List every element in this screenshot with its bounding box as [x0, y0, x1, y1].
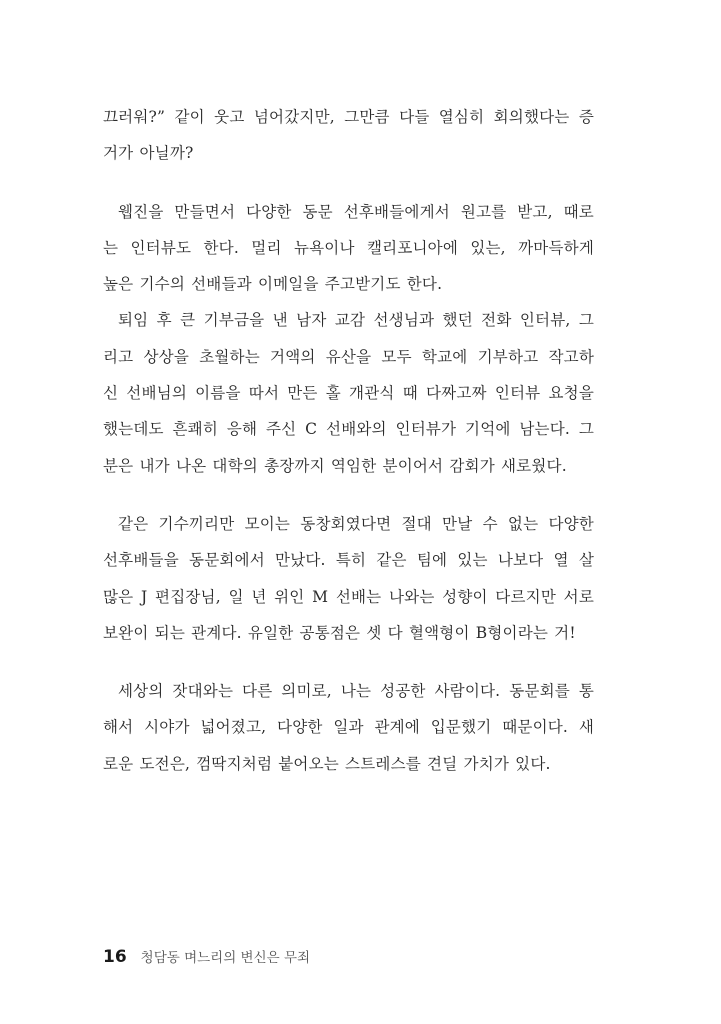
text-line: 같은 기수끼리만 모이는 동창회였다면 절대 만날 수 없는 다양한: [118, 514, 594, 533]
paragraph: [103, 302, 594, 483]
text-line: 퇴임 후 큰 기부금을 낸 남자 교감 선생님과 했던 전화 인터뷰, 그: [118, 311, 594, 330]
text-line: 로운 도전은, 껌딱지처럼 붙어오는 스트레스를 견딜 가치가 있다.: [103, 754, 551, 773]
paragraph: [103, 506, 594, 651]
text-line: 세상의 잣대와는 다른 의미로, 나는 성공한 사람이다. 동문회를 통: [118, 682, 594, 701]
page-number: 16: [103, 947, 127, 967]
paragraph: [103, 99, 594, 172]
text-line: 높은 기수의 선배들과 이메일을 주고받기도 한다.: [103, 275, 443, 294]
running-title: 청담동 며느리의 변신은 무죄: [140, 950, 311, 966]
text-line: 끄러워?” 같이 웃고 넘어갔지만, 그만큼 다들 열심히 회의했다는 증: [103, 108, 594, 126]
text-line: 신 선배님의 이름을 따서 만든 홀 개관식 때 다짜고짜 인터뷰 요청을: [103, 384, 594, 403]
paragraph-gap: [103, 484, 594, 506]
text-line: 해서 시야가 넓어졌고, 다양한 일과 관계에 입문했기 때문이다. 새: [103, 718, 594, 737]
text-line: 선후배들을 동문회에서 만났다. 특히 같은 팀에 있는 나보다 열 살: [103, 551, 594, 570]
text-line: 거가 아닐까?: [103, 144, 194, 163]
paragraph-gap: [103, 172, 594, 194]
text-line: 는 인터뷰도 한다. 멀리 뉴욕이나 캘리포니아에 있는, 까마득하게: [103, 238, 594, 257]
text-line: 리고 상상을 초월하는 거액의 유산을 모두 학교에 기부하고 작고하: [103, 347, 594, 366]
paragraph: [103, 673, 594, 782]
text-line: 웹진을 만들면서 다양한 동문 선후배들에게서 원고를 받고, 때로: [118, 202, 594, 221]
paragraph: [103, 194, 594, 303]
text-line: 보완이 되는 관계다. 유일한 공통점은 셋 다 혈액형이 B형이라는 거!: [103, 623, 576, 642]
page-footer: [103, 946, 310, 967]
paragraph-gap: [103, 651, 594, 673]
text-line: 분은 내가 나온 대학의 총장까지 역임한 분이어서 감회가 새로웠다.: [103, 456, 567, 475]
body-text: [103, 99, 594, 782]
text-line: 많은 J 편집장님, 일 년 위인 M 선배는 나와는 성향이 다르지만 서로: [103, 587, 594, 606]
text-line: 했는데도 흔쾌히 응해 주신 C 선배와의 인터뷰가 기억에 남는다. 그: [103, 420, 594, 439]
